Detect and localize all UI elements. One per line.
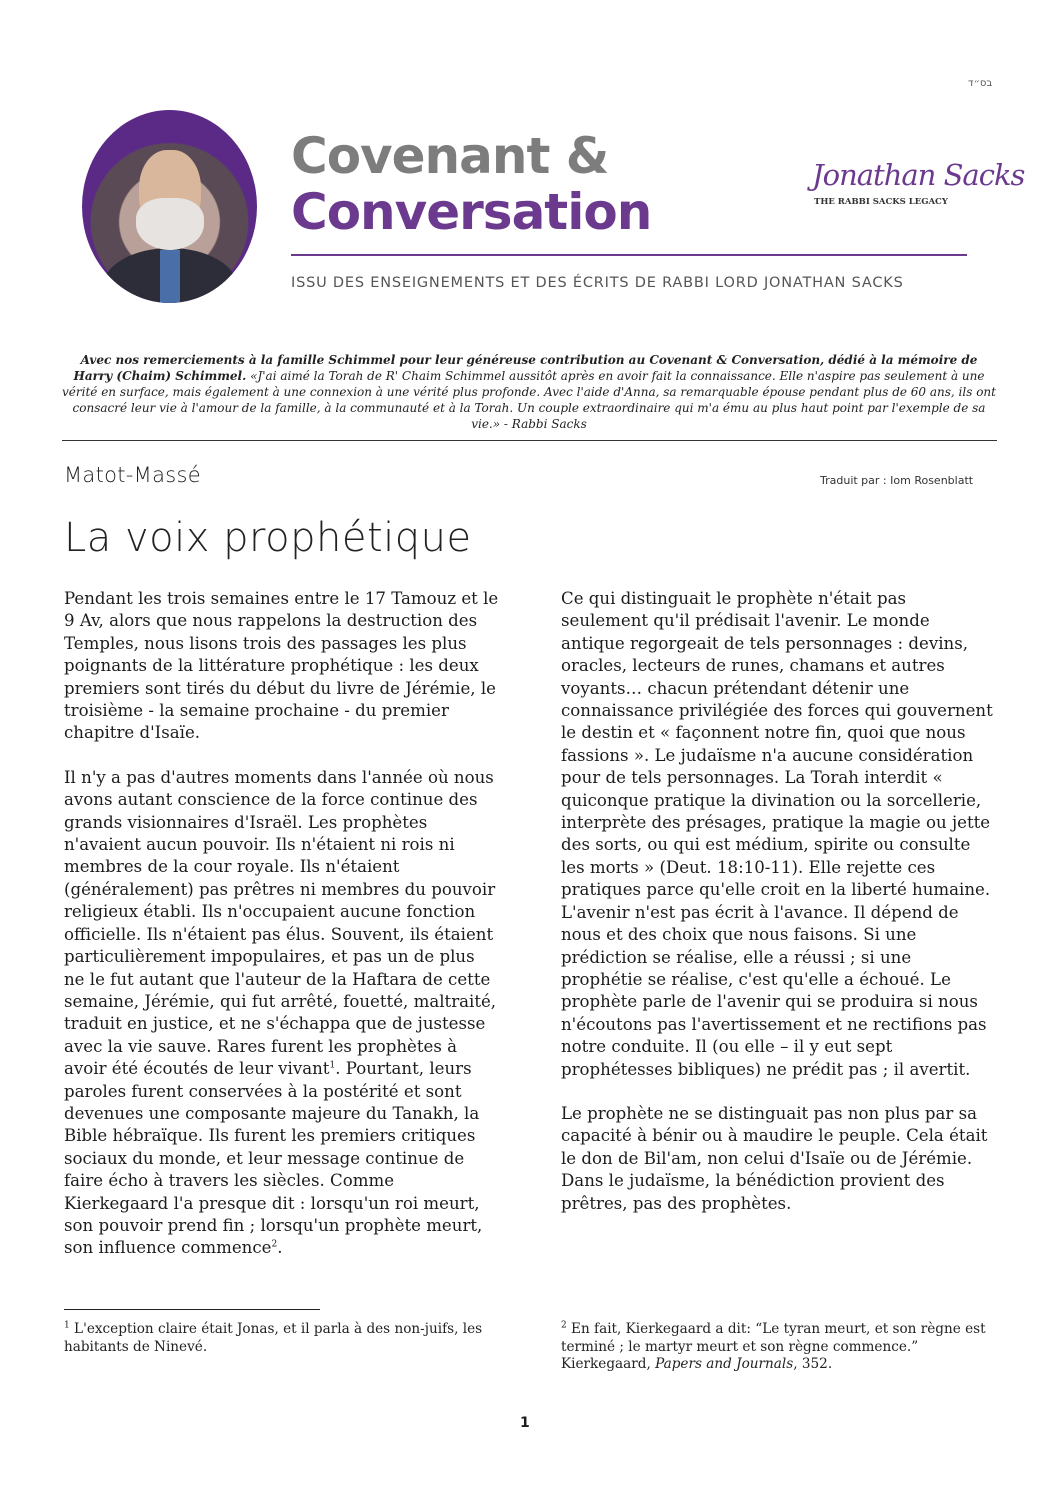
article-column-right xyxy=(561,588,997,1237)
footnote-1 xyxy=(64,1321,500,1356)
translator-credit: Traduit par : Iom Rosenblatt xyxy=(820,474,974,487)
header-divider xyxy=(291,254,967,256)
footnote-number: 1 xyxy=(64,1320,70,1331)
dedication-quote: «J'ai aimé la Torah de R' Chaim Schimmel aussitôt après en avoir fait la connaissance. Elle n'aspire pas seulement à une vérité en surface, mais également à une connexion à une vérité plus profonde. Avec l'aide d'Anna, sa remarquable épouse pendant plus de 60 ans, ils ont consacré leur vie à l'amour de la famille, à la communauté et à la Torah. Un couple extraordinaire qui m'a ému au plus haut point par l'exemple de sa vie.» - Rabbi Sacks xyxy=(62,369,996,431)
signature-logo: Jonathan Sacks xyxy=(812,158,1025,192)
footnote-text: , 352. xyxy=(793,1356,833,1372)
section-divider xyxy=(62,440,997,441)
legacy-label: THE RABBI SACKS LEGACY xyxy=(814,197,948,207)
paragraph xyxy=(64,767,500,1260)
parasha-name: Matot-Massé xyxy=(64,463,201,487)
footnote-2 xyxy=(561,1321,997,1374)
footnote-divider xyxy=(64,1309,320,1310)
paragraph-text: Il n'y a pas d'autres moments dans l'année où nous avons autant conscience de la force continue des grands visionnaires d'Israël. Les prophètes n'avaient aucun pouvoir. Ils n'étaient ni rois ni membres de la cour royale. Ils n'étaient (généralement) pas prêtres ni membres du pouvoir religieux établi. Ils n'occupaient aucune fonction officielle. Ils n'étaient pas élus. Souvent, ils étaient particulièrement impopulaires, et pas un de plus ne le fut autant que l'auteur de la Haftara de cette semaine, Jérémie, qui fut arrêté, fouetté, maltraité, traduit en justice, et ne s'échappa que de justesse avec la vie sauve. Rares furent les prophètes à avoir été écoutés de leur vivant xyxy=(64,767,497,1079)
dedication-bold: Avec nos remerciements à la famille Schimmel pour leur généreuse contribution au Covenant & Conversation, dédié à la mémoire de Harry (Chaim) Schimmel. xyxy=(73,353,978,383)
footnote-text: L'exception claire était Jonas, et il parla à des non-juifs, les habitants de Ninevé. xyxy=(64,1321,483,1355)
article-title: La voix prophétique xyxy=(64,515,472,561)
besd-mark: בס״ד xyxy=(968,78,993,89)
article-column-left xyxy=(64,588,500,1282)
footnote-ref-2[interactable]: 2 xyxy=(271,1239,278,1250)
footnote-number: 2 xyxy=(561,1320,567,1331)
page-number: 1 xyxy=(520,1415,530,1431)
paragraph-text: . Pourtant, leurs paroles furent conservées à la postérité et sont devenues une composante majeure du Tanakh, la Bible hébraïque. Ils furent les premiers critiques sociaux du monde, et leur message continue de faire écho à travers les siècles. Comme Kierkegaard l'a presque dit : lorsqu'un roi meurt, son pouvoir prend fin ; lorsqu'un prophète meurt, son influence commence xyxy=(64,1059,483,1258)
paragraph: Le prophète ne se distinguait pas non plus par sa capacité à bénir ou à maudire le peuple. Cela était le don de Bil'am, non celui d'Isaïe ou de Jérémie. Dans le judaïsme, la bénédiction provient des prêtres, pas des prophètes. xyxy=(561,1103,988,1213)
paragraph: Ce qui distinguait le prophète n'était pas seulement qu'il prédisait l'avenir. Le monde antique regorgeait de tels personnages : devins, oracles, lecteurs de runes, chamans et autres voyants… chacun prétendant détenir une connaissance privilégiée des forces qui gouvernent le destin et « façonnent notre fin, quoi que nous fassions ». Le judaïsme n'a aucune considération pour de tels personnages. La Torah interdit « quiconque pratique la divination ou la sorcellerie, interprète des présages, pratique la magie ou jette des sorts, ou qui est médium, spirite ou consulte les morts » (Deut. 18:10-11). Elle rejette ces pratiques parce qu'elle croit en la liberté humaine. L'avenir n'est pas écrit à l'avance. Il dépend de nous et des choix que nous faisons. Si une prédiction se réalise, elle a réussi ; si une prophétie se réalise, c'est qu'elle a échoué. Le prophète parle de l'avenir qui se produira si nous n'écoutons pas l'avertissement et ne rectifions pas notre conduite. Il (ou elle – il y eut sept prophétesses bibliques) ne prédit pas ; il avertit. xyxy=(561,589,993,1079)
brand-title-line1: Covenant & xyxy=(291,127,609,185)
footnote-book-title: Papers and Journals xyxy=(655,1356,794,1372)
paragraph: Pendant les trois semaines entre le 17 Tamouz et le 9 Av, alors que nous rappelons la destruction des Temples, nous lisons trois des passages les plus poignants de la littérature prophétique : les deux premiers sont tirés du début du livre de Jérémie, le troisième - la semaine prochaine - du premier chapitre d'Isaïe. xyxy=(64,589,499,743)
header-subtitle: ISSU DES ENSEIGNEMENTS ET DES ÉCRITS DE RABBI LORD JONATHAN SACKS xyxy=(291,275,904,291)
brand-title-line2: Conversation xyxy=(291,183,652,241)
footnote-text: En fait, Kierkegaard a dit: “Le tyran meurt, et son règne est terminé ; le martyr meurt et son règne commence.” Kierkegaard, xyxy=(561,1321,986,1372)
dedication xyxy=(62,352,996,432)
footnote-ref-1[interactable]: 1 xyxy=(329,1060,336,1071)
paragraph-text: . xyxy=(277,1238,283,1258)
author-portrait xyxy=(82,110,257,303)
